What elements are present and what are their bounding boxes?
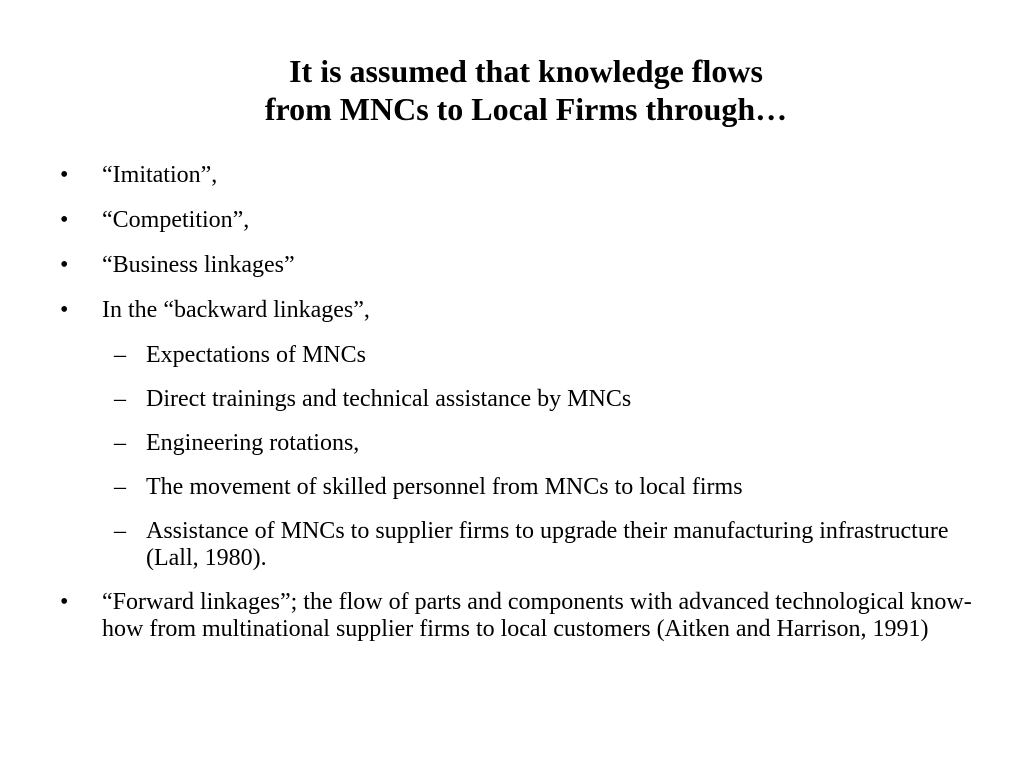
title-line-2: from MNCs to Local Firms through… bbox=[264, 91, 788, 127]
sub-bullet-direct-trainings bbox=[60, 386, 980, 413]
bullet-text: “Forward linkages”; the flow of parts and components with advanced technological know-how from multinational supplier firms to local customers (Aitken and Harrison, 1991) bbox=[102, 589, 972, 642]
bullet-marker: • bbox=[60, 207, 69, 233]
sub-bullet-engineering-rotations bbox=[60, 430, 980, 457]
slide-title bbox=[0, 52, 1024, 128]
dash-marker: – bbox=[114, 342, 126, 368]
bullet-text: “Business linkages” bbox=[102, 252, 295, 278]
dash-marker: – bbox=[114, 518, 126, 544]
sub-bullet-supplier-assistance bbox=[60, 518, 980, 572]
sub-bullet-text: Expectations of MNCs bbox=[146, 342, 366, 368]
sub-bullet-text: The movement of skilled personnel from MNCs to local firms bbox=[146, 474, 743, 500]
sub-bullet-expectations bbox=[60, 342, 980, 369]
bullet-text: “Competition”, bbox=[102, 207, 250, 233]
bullet-item-business-linkages bbox=[60, 252, 980, 279]
bullet-item-forward-linkages bbox=[60, 589, 980, 643]
bullet-marker: • bbox=[60, 162, 69, 188]
dash-marker: – bbox=[114, 430, 126, 456]
bullet-item-competition bbox=[60, 207, 980, 234]
sub-bullet-text: Engineering rotations, bbox=[146, 430, 360, 456]
bullet-item-backward-linkages bbox=[60, 297, 980, 324]
dash-marker: – bbox=[114, 474, 126, 500]
sub-bullet-text: Assistance of MNCs to supplier firms to upgrade their manufacturing infrastructure (Lall, 1980). bbox=[146, 518, 949, 571]
bullet-marker: • bbox=[60, 252, 69, 278]
bullet-marker: • bbox=[60, 297, 69, 323]
sub-bullet-text: Direct trainings and technical assistance by MNCs bbox=[146, 386, 632, 412]
bullet-item-imitation bbox=[60, 162, 980, 189]
dash-marker: – bbox=[114, 386, 126, 412]
bullet-text: In the “backward linkages”, bbox=[102, 297, 370, 323]
bullet-marker: • bbox=[60, 589, 69, 615]
bullet-list bbox=[60, 162, 980, 661]
bullet-text: “Imitation”, bbox=[102, 162, 218, 188]
sub-bullet-personnel-movement bbox=[60, 474, 980, 501]
title-line-1: It is assumed that knowledge flows bbox=[289, 53, 763, 89]
